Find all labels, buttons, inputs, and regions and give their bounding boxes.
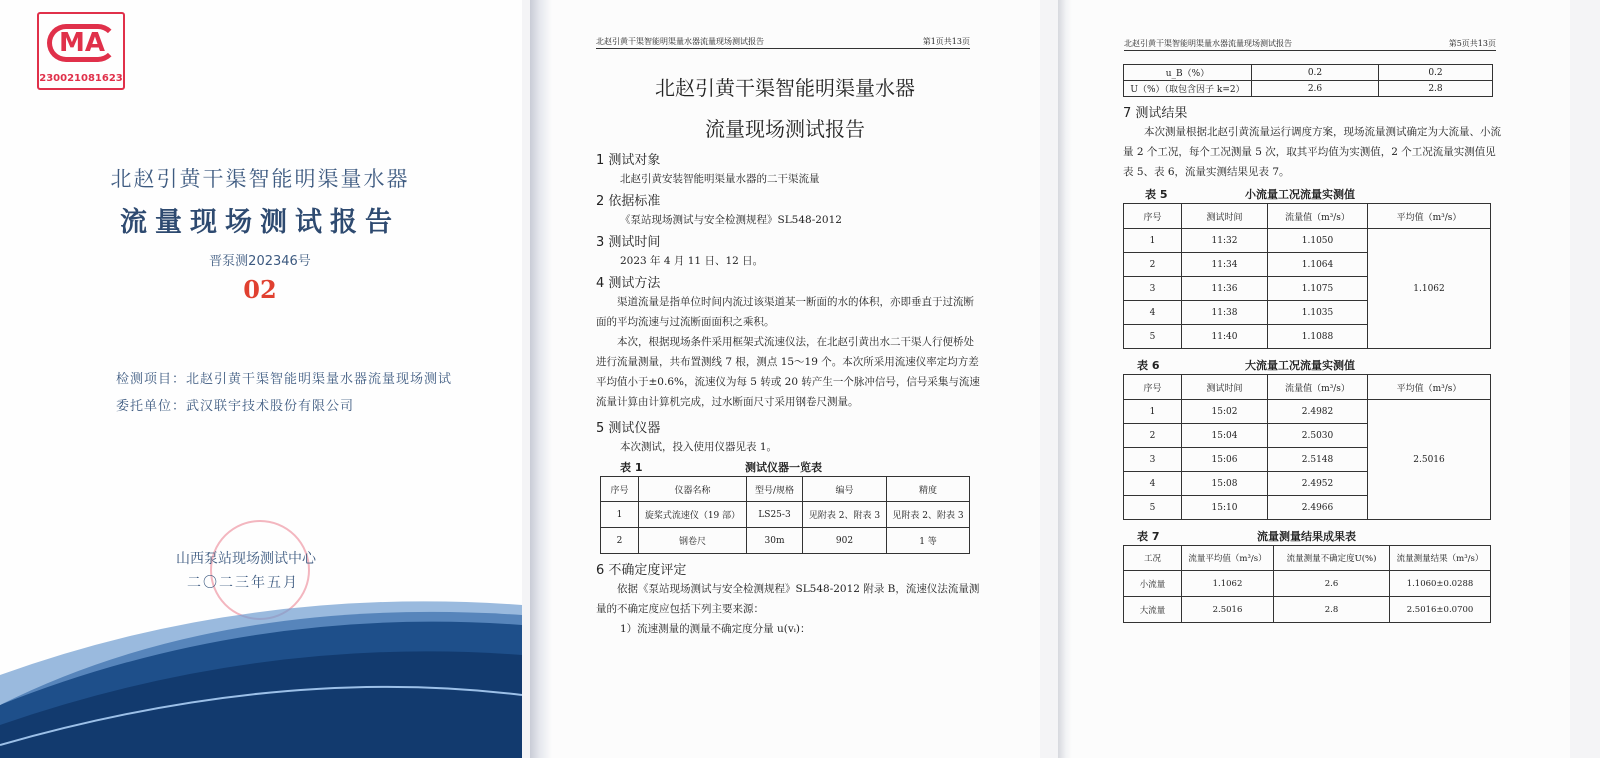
paragraph: 《泵站现场测试与安全检测规程》SL548-2012	[620, 214, 842, 226]
cover-page	[0, 0, 522, 758]
average-cell: 1.1062	[1368, 229, 1491, 349]
cell: 5	[1124, 325, 1182, 349]
table-caption	[1123, 528, 1503, 545]
cover-title: 北赵引黄干渠智能明渠量水器	[110, 167, 410, 191]
page-header: 北赵引黄干渠智能明渠量水器流量现场测试报告 第1页共13页	[596, 36, 970, 49]
cell: 1.1050	[1268, 229, 1368, 253]
average-cell: 2.5016	[1368, 400, 1491, 520]
uncertainty-table	[1123, 64, 1493, 97]
paragraph: 本次，根据现场条件采用框架式流速仪法，在北赵引黄出水二干渠人行便桥处进行流量测量，共布置测线 7 根，测点 15～19 个。本次所采用流速仪率定均方差平均值小于±0.6%，流速仪为每 5 转或 20 转产生一个脉冲信号，信号采集与流速流量计算由计算机完成，过水断面尺寸采用钢卷尺测量。	[596, 336, 980, 408]
small-flow-table	[1123, 203, 1491, 349]
paragraph: 依据《泵站现场测试与安全检测规程》SL548-2012 附录 B，流速仪法流量测量的不确定度应包括下列主要来源：	[596, 583, 980, 615]
cell: 2.5030	[1268, 424, 1368, 448]
table-caption	[1123, 186, 1503, 203]
header-cell: 流量值（m³/s）	[1268, 375, 1368, 400]
table-header-row: 工况 流量平均值（m³/s） 流量测量不确定度U(%) 流量测量结果（m³/s）	[1124, 546, 1491, 571]
report-number: 晋泵测202346号	[209, 254, 311, 269]
cma-stamp: MA 230021081623	[37, 12, 125, 90]
table-title: 大流量工况流量实测值	[1245, 359, 1355, 372]
paragraph: 2023 年 4 月 11 日、12 日。	[620, 255, 764, 267]
table-header-row	[1124, 375, 1491, 400]
cell: 2.4966	[1268, 496, 1368, 520]
table-row: 1 旋桨式流速仪（19 部） LS25-3 见附表 2、附表 3 见附表 2、附表 3	[601, 502, 970, 528]
table-caption	[1123, 357, 1503, 374]
table-label: 表 5	[1145, 188, 1168, 201]
cell: 15:04	[1182, 424, 1268, 448]
cell: 11:36	[1182, 277, 1268, 301]
cell: 15:10	[1182, 496, 1268, 520]
cell: 1.1088	[1268, 325, 1368, 349]
cell: 11:34	[1182, 253, 1268, 277]
cover-subtitle: 流量现场测试报告	[120, 207, 400, 238]
report-page-5	[1058, 0, 1570, 758]
header-cell: 平均值（m³/s）	[1368, 204, 1491, 229]
section-heading: 5 测试仪器	[596, 421, 661, 436]
section-heading: 2 依据标准	[596, 194, 661, 209]
header-cell: 流量值（m³/s）	[1268, 204, 1368, 229]
paragraph: 渠道流量是指单位时间内流过该渠道某一断面的水的体积，亦即垂直于过流断面的平均流速与过流断面面积之乘积。	[596, 296, 974, 328]
cell: 1.1064	[1268, 253, 1368, 277]
table-label: 表 1	[620, 461, 643, 474]
table-row: u_B（%） 0.2 0.2	[1124, 65, 1493, 81]
section-heading: 7 测试结果	[1123, 106, 1188, 121]
cell: 2.4982	[1268, 400, 1368, 424]
section-heading: 6 不确定度评定	[596, 563, 687, 578]
section-heading: 1 测试对象	[596, 153, 661, 168]
cell: 11:40	[1182, 325, 1268, 349]
cell: 4	[1124, 301, 1182, 325]
table-caption	[596, 459, 984, 476]
cell: 2.4952	[1268, 472, 1368, 496]
table-row: 2 钢卷尺 30m 902 1 等	[601, 528, 970, 554]
cell: 2	[1124, 253, 1182, 277]
cell: 15:02	[1182, 400, 1268, 424]
cell: 2.5148	[1268, 448, 1368, 472]
cell: 3	[1124, 277, 1182, 301]
header-cell: 平均值（m³/s）	[1368, 375, 1491, 400]
header-cell: 测试时间	[1182, 204, 1268, 229]
paragraph: 本次测量根据北赵引黄流量运行调度方案，现场流量测试确定为大流量、小流量 2 个工况，每个工况测量 5 次，取其平均值为实测值，2 个工况流量实测值见表 5、表 6，流量实测结果见表 7。	[1123, 126, 1501, 178]
cell: 1	[1124, 229, 1182, 253]
table-header-row: 序号 仪器名称 型号/规格 编号 精度	[601, 477, 970, 502]
table-label: 表 7	[1137, 530, 1160, 543]
cell: 1.1075	[1268, 277, 1368, 301]
page-title: 北赵引黄干渠智能明渠量水器	[655, 76, 915, 100]
header-cell: 序号	[1124, 375, 1182, 400]
cell: 2	[1124, 424, 1182, 448]
client: 委托单位：武汉联宇技术股份有限公司	[116, 399, 355, 414]
paragraph: 1）流速测量的测量不确定度分量 u(vᵢ)：	[620, 623, 811, 635]
table-row	[1124, 400, 1491, 424]
cell: 11:32	[1182, 229, 1268, 253]
table-row: 小流量 1.1062 2.6 1.1060±0.0288	[1124, 571, 1491, 597]
page-body-top	[1123, 64, 1503, 623]
large-flow-table	[1123, 374, 1491, 520]
copy-number: 02	[243, 275, 277, 304]
cell: 11:38	[1182, 301, 1268, 325]
paragraph: 本次测试，投入使用仪器见表 1。	[620, 441, 778, 453]
paragraph: 北赵引黄安装智能明渠量水器的二干渠流量	[620, 173, 820, 185]
table-label: 表 6	[1137, 359, 1160, 372]
header-cell: 测试时间	[1182, 375, 1268, 400]
table-title: 流量测量结果成果表	[1257, 530, 1356, 543]
table-header-row	[1124, 204, 1491, 229]
report-page-1	[530, 0, 1040, 758]
cell: 3	[1124, 448, 1182, 472]
section-heading: 4 测试方法	[596, 276, 661, 291]
page-subtitle: 流量现场测试报告	[705, 117, 865, 141]
result-table	[1123, 545, 1491, 623]
cell: 15:08	[1182, 472, 1268, 496]
cell: 1	[1124, 400, 1182, 424]
table-row: U（%）（取包含因子 k=2） 2.6 2.8	[1124, 81, 1493, 97]
table-title: 小流量工况流量实测值	[1245, 188, 1355, 201]
cover-date: 二〇二三年五月	[187, 575, 299, 591]
header-cell: 序号	[1124, 204, 1182, 229]
cover-swoosh-graphic	[0, 585, 522, 758]
cell: 1.1035	[1268, 301, 1368, 325]
cell: 15:06	[1182, 448, 1268, 472]
table-row	[1124, 229, 1491, 253]
cell: 5	[1124, 496, 1182, 520]
table-title: 测试仪器一览表	[745, 461, 822, 474]
organization: 山西泵站现场测试中心	[176, 551, 316, 567]
section-heading: 3 测试时间	[596, 235, 661, 250]
page-body	[596, 148, 984, 639]
page-header: 北赵引黄干渠智能明渠量水器流量现场测试报告 第5页共13页	[1124, 38, 1496, 51]
instrument-table	[600, 476, 970, 554]
table-row: 大流量 2.5016 2.8 2.5016±0.0700	[1124, 597, 1491, 623]
test-item: 检测项目：北赵引黄干渠智能明渠量水器流量现场测试	[116, 372, 453, 387]
cell: 4	[1124, 472, 1182, 496]
